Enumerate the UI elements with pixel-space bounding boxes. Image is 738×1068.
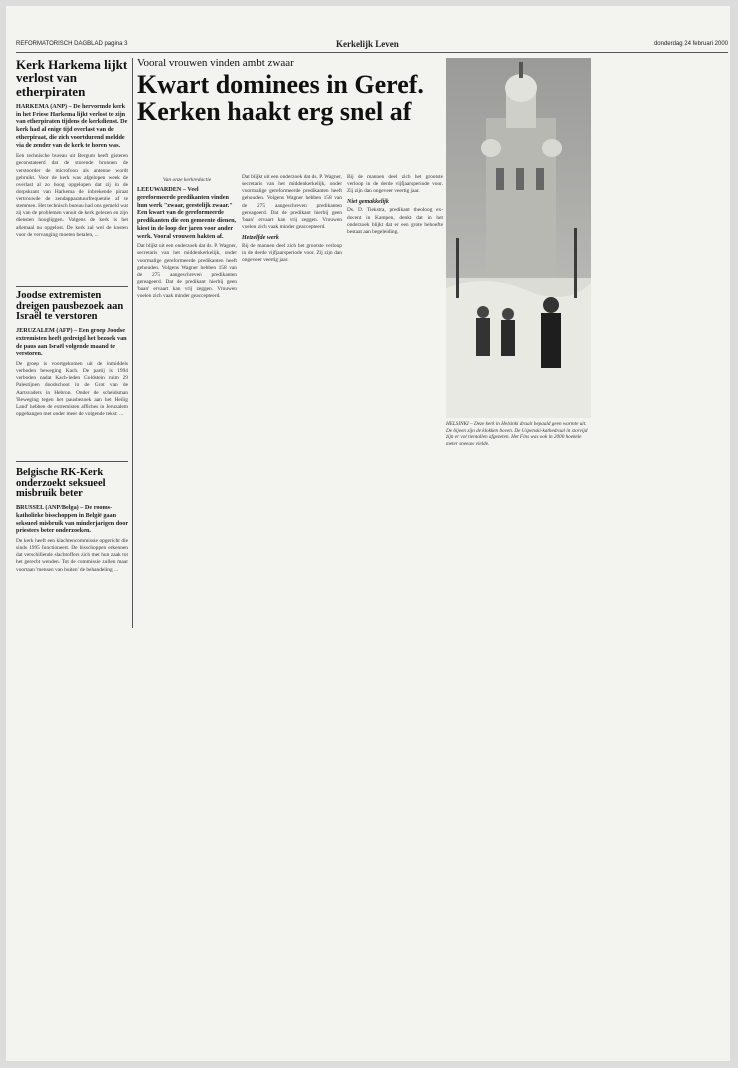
belgische-article <box>16 468 128 628</box>
joodse-headline: Joodse extremisten dreigen pausbezoek aan Israël te verstoren <box>16 291 124 323</box>
joodse-article <box>16 291 128 456</box>
belgische-lead: BRUSSEL (ANP/Belga) – De rooms-katholieke bisschoppen in België gaan seksueel misbruik van minderjarigen door priesters beter onderzoeken. <box>16 504 128 535</box>
harkema-lead: HARKEMA (ANP) – De hervormde kerk in het Friese Harkema lijkt verlost te zijn van etherpiraten tijdens de kerkdienst. De kerk had al enige tijd overlast van de etherpiraat, die zich voortdurend meldde via de zender van de kerk te horen was. <box>16 102 128 149</box>
vrouwen-col2 <box>242 174 342 434</box>
divider <box>16 286 128 287</box>
vrouwen-lead: LEEUWARDEN – Veel gereformeerde predikanten vinden hun werk "zwaar, geestelijk zwaar." Een kwart van de gereformeerde predikanten die een gemeente dienen, kiest in de loop der jaren voor ander werk. Vooral vrouwen hakten af. <box>137 186 237 240</box>
helsinki-photo <box>446 58 591 418</box>
joodse-lead: JERUZALEM (AFP) – Een groep Joodse extremisten heeft gedreigd het bezoek van de paus aan Israël volgende maand te verstoren. <box>16 327 127 358</box>
vrouwen-kicker: Vooral vrouwen vinden ambt zwaar <box>137 58 294 69</box>
vrouwen-subhead1: Hetzelfde werk <box>242 235 279 241</box>
vrouwen-headline-block <box>137 58 442 168</box>
vrouwen-col3 <box>347 174 443 434</box>
masthead-left: REFORMATORISCH DAGBLAD pagina 3 <box>16 41 128 47</box>
vrouwen-subhead2: Niet gemakkelijk <box>347 199 389 206</box>
helsinki-caption: HELSINKI – Deze kerk in Helsinki draait bepaald geen warmte uit. De bijeen zijn de klokken boven. De Uspenski-kathedraal in storvijd zijn er vol tientallen afgezeten. Het Fins was ook in 2000 hoekele meter sneeuw vielde. <box>446 421 588 447</box>
vrouwen-headline: Kwart dominees in Geref. Kerken haakt erg snel af <box>137 70 424 126</box>
belgische-body: De kerk heeft een klachtencommissie opgericht die sinds 1995 functioneert. De bisschoppen erkennen dat verschillende slachtoffers zich met hun zaak tot het gerecht wenden. Tot de commissie zullen maar voortaan 'mensen van buiten' de behandeling ... <box>16 538 128 573</box>
vrouwen-col1 <box>137 174 237 434</box>
column-rule <box>132 58 133 628</box>
harkema-article <box>16 58 128 283</box>
belgische-headline: Belgische RK-Kerk onderzoekt seksueel misbruik beter <box>16 468 106 500</box>
masthead-section: Kerkelijk Leven <box>336 39 399 49</box>
joodse-body: De groep is voortgekomen uit de inmiddels verboden beweging Kach. De partij is 1994 verboden nadat Kach-leden Goldstein ruim 29 Palestijnen doodschoot in de Grot van de Aartsvaders in Hebron. Onder de scheidsman 'Beweging tegen het pausbezoek aan het Heilig Land' hebben de extremisten affiches in Jeruzalem opgehangen met onder meer de volgende tekst: ... <box>16 361 128 417</box>
vrouwen-body2: Bij de mannen deel zich het grootste verloop in de derde vijfjaarsperiode voor. Zij zijn dan ongeveer veertig jaar. <box>242 243 342 264</box>
vrouwen-byline: Van onze kerkredactie <box>162 177 212 183</box>
newspaper-page <box>6 6 730 1061</box>
masthead-date: donderdag 24 februari 2000 <box>653 41 728 47</box>
helsinki-photo-image <box>446 58 591 418</box>
harkema-body: Een technische bureau uit Bergum heeft gisteren geconstateerd dat de storende bronnen de verstoorder de microfoon als antenne wordt gebruikt. Voor de kerk was afgelopen week de overlast al zo hoog opgelopen dat zij in de dorpskrant van Harkema de inbrekende piraat vertrouwde de zendapparatuurfrequentie af te stemmen. Het technisch bureau had ons gemeld wat zij van de problemen vanuit de kerk gelezen en zijn diensten hoogliggen. Volgens de kerk is het allemaal nu opgelost. De kerk zal wel de kosten voor de vervanging moeten betalen, ... <box>16 153 128 238</box>
vrouwen-body3: Ds. D. Tiekstra, predikant theoloog ex-docent in Kampen, denkt dat in het onderzoek blijkt dat er een grote behoefte bestaat aan begeleiding. <box>347 207 443 235</box>
vrouwen-body2-lead: Dat blijkt uit een onderzoek dat ds. P. Wagner, secretaris van het middenkerkelijk, onder voormalige gereformeerde predikanten heeft gehouden. Volgens Wagner hebben 158 van de 275 aangeschreven predikanten gereageerd. Dat de predikant hierbij geen 'baan' ervaart kan vrij zeggen. Vrouwen voelen zich vaak minder geaccepteerd. <box>242 174 342 230</box>
divider <box>16 461 128 462</box>
vrouwen-body: Dat blijkt uit een onderzoek dat ds. P. Wagner, secretaris van het middenkerkelijk, onder voormalige gereformeerde predikanten heeft gehouden. Volgens Wagner hebben 158 van de 275 aangeschreven predikanten gereageerd. Dat de predikant hierbij geen 'baan' ervaart kan vrij zeggen. Vrouwen voelen zich vaak minder geaccepteerd. <box>137 243 237 300</box>
vrouwen-body3-lead: Bij de mannen deel zich het grootste verloop in de derde vijfjaarsperiode voor. Zij zijn dan ongeveer veertig jaar. <box>347 174 443 195</box>
harkema-headline: Kerk Harkema lijkt verlost van etherpiraten <box>16 58 128 99</box>
masthead <box>16 38 728 53</box>
